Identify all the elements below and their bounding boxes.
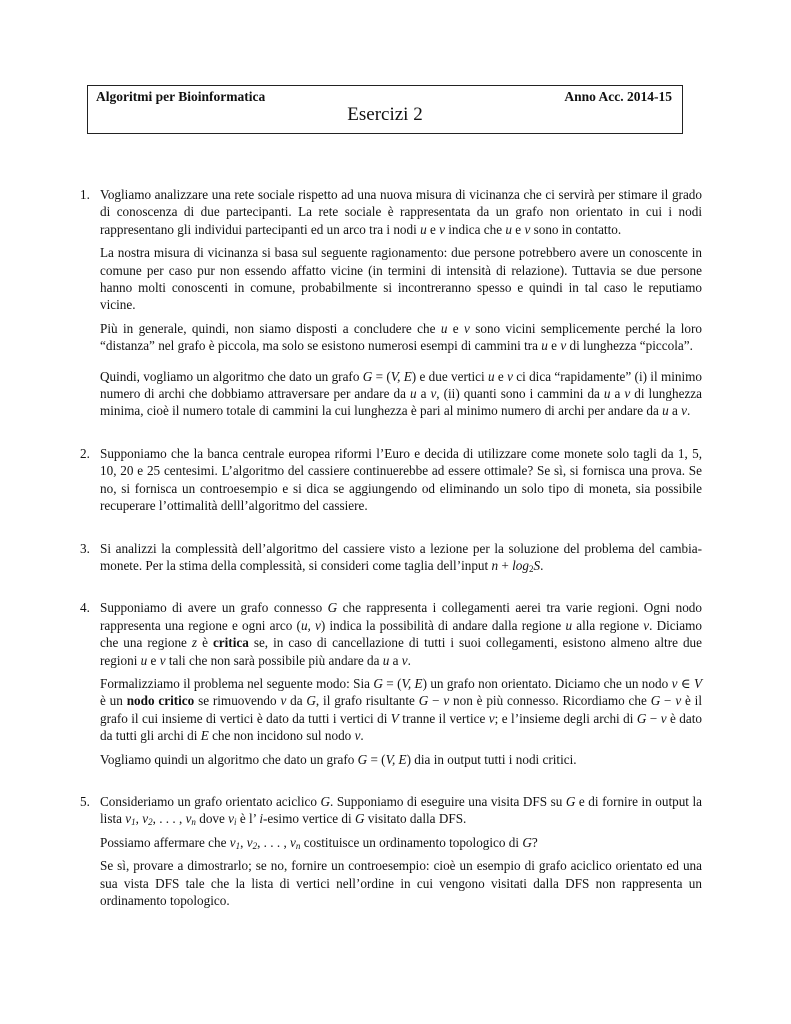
- exercise-number: 2.: [80, 445, 90, 461]
- exercise-number: 1.: [80, 187, 90, 202]
- exercise-paragraph: La nostra misura di vicinanza si basa sul seguente ragionamento: due persone potrebbero avere un conoscente in comune per caso pur non essendo affatto vicine (in termini di intensità di relazione). Tuttavia se due persone hanno molti conoscenti in comune, probabilmente si incontreranno spesso e quindi in tal caso le reputiamo vicine.: [100, 245, 702, 313]
- exercise-paragraph: Si analizzi la complessità dell’algoritmo del cassiere visto a lezione per la soluzione del problema del cambia-monete. Per la stima della complessità, si consideri come taglia dell’input $n + \log_2S$.: [100, 540, 702, 574]
- exercise-3: [80, 540, 702, 575]
- exercise-2: [80, 445, 702, 515]
- exercise-number: 5.: [80, 793, 90, 809]
- academic-year: Anno Acc. 2014-15: [564, 89, 672, 104]
- exercise-5: [80, 793, 702, 909]
- exercise-paragraph: Vogliamo analizzare una rete sociale rispetto ad una nuova misura di vicinanza che ci servirà per stimare il grado di conoscenza di due partecipanti. La rete sociale è rappresentata da un grafo non orientato in cui i nodi rappresentano gli individui partecipanti ed un arco tra i nodi u e v indica che u e v sono in contatto.: [100, 187, 702, 237]
- exercise-list: [80, 186, 702, 934]
- exercise-paragraph: Più in generale, quindi, non siamo disposti a concludere che u e v sono vicini semplicemente perché la loro “distanza” nel grafo è piccola, ma solo se esistono numerosi esempi di cammini tra u e v di lunghezza “piccola”.: [100, 320, 703, 354]
- page-title: Esercizi 2: [347, 104, 423, 125]
- exercise-paragraph: Quindi, vogliamo un algoritmo che dato un grafo G = (V, E) e due vertici u e v ci dica “rapidamente” (i) il minimo numero di archi che dobbiamo attraversare per andare da u a v, (ii) quanti sono i cammini da u a v di lunghezza minima, cioè il numero totale di cammini la cui lunghezza è pari al minimo numero di archi per andare da u a v.: [100, 368, 702, 419]
- header-box: [87, 85, 683, 134]
- exercise-number: 3.: [80, 540, 90, 556]
- exercise-paragraph: Vogliamo quindi un algoritmo che dato un grafo G = (V, E) dia in output tutti i nodi critici.: [100, 751, 577, 767]
- exercise-paragraph: Consideriamo un grafo orientato aciclico G. Supponiamo di eseguire una visita DFS su G e di fornire in output la lista $v_1$, $v_2$, . . . , $v_n$ dove $v_i$ è l’ i-esimo vertice di G visitato dalla DFS.: [100, 793, 702, 828]
- course-name: Algoritmi per Bioinformatica: [96, 89, 266, 104]
- exercise-number: 4.: [80, 600, 90, 616]
- exercise-paragraph: Supponiamo che la banca centrale europea riformi l’Euro e decida di utilizzare come monete solo tagli da 1, 5, 10, 20 e 25 centesimi. L’algoritmo del cassiere continuerebbe ad essere ottimale? Se sì, si fornisca una prova. Se no, si fornisca un controesempio e si dica se aggiungendo od eliminando un solo tipo di moneta, sia possibile recuperare l’ottimalità delll’algoritmo del cassiere.: [100, 445, 702, 514]
- exercise-paragraph: Formalizziamo il problema nel seguente modo: Sia G = (V, E) un grafo non orientato. Diciamo che un nodo v ∈ V è un nodo critico se rimuovendo v da G, il grafo risultante G − v non è più connesso. Ricordiamo che G − v è il grafo il cui insieme di vertici è dato da tutti i vertici di V tranne il vertice v; e l’insieme degli archi di G − v è dato da tutti gli archi di E che non incidono sul nodo v.: [100, 675, 703, 744]
- exercise-4: [80, 599, 702, 768]
- exercise-paragraph: Se sì, provare a dimostrarlo; se no, fornire un controesempio: cioè un esempio di grafo aciclico orientato ed una sua vista DFS tale che la lista di vertici nell’ordine in cui vengono visitati dalla DFS non rappresenta un ordinamento topologico.: [100, 858, 702, 908]
- exercise-paragraph: Supponiamo di avere un grafo connesso G che rappresenta i collegamenti aerei tra varie regioni. Ogni nodo rappresenta una regione e ogni arco (u, v) indica la possibilità di andare dalla regione u alla regione v. Diciamo che una regione z è critica se, in caso di cancellazione di tutti i suoi collegamenti, esistono almeno altre due regioni u e v tali che non sarà possibile più andare da u a v.: [100, 600, 702, 668]
- exercise-paragraph: Possiamo affermare che $v_1$, $v_2$, . . . , $v_n$ costituisce un ordinamento topologico di G?: [100, 834, 538, 851]
- exercise-1: [80, 186, 702, 420]
